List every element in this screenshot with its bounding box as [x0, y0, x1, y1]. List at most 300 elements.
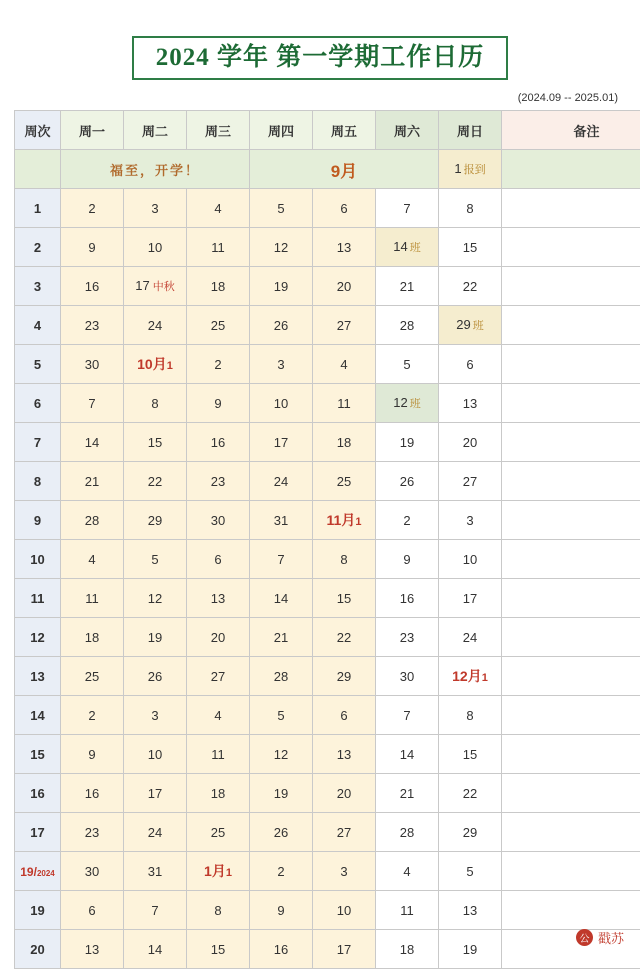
day-number: 24 — [274, 474, 288, 489]
day-number: 9 — [277, 903, 284, 918]
day-number: 5 — [403, 357, 410, 372]
week-number-cell: 14 — [15, 696, 61, 735]
day-number: 24 — [148, 318, 162, 333]
day-number: 30 — [85, 864, 99, 879]
week-number-cell: 8 — [15, 462, 61, 501]
day-number: 11 — [337, 396, 351, 411]
day-cell — [61, 618, 124, 657]
day-number: 13 — [337, 240, 351, 255]
col-header-sat: 周六 — [376, 111, 439, 150]
day-number: 27 — [337, 318, 351, 333]
day-cell — [439, 735, 502, 774]
day-number: 13 — [85, 942, 99, 957]
day-number: 6 — [88, 903, 95, 918]
day-cell — [250, 852, 313, 891]
day-cell — [187, 696, 250, 735]
day-number: 22 — [337, 630, 351, 645]
month-banner-week-cell — [15, 150, 61, 189]
day-cell — [313, 657, 376, 696]
day-number: 23 — [400, 630, 414, 645]
remark-cell[interactable] — [502, 189, 640, 228]
table-header-row — [15, 111, 640, 150]
day-cell — [187, 306, 250, 345]
day-number: 17 — [274, 435, 288, 450]
col-header-wed: 周三 — [187, 111, 250, 150]
day-cell — [124, 813, 187, 852]
remark-cell[interactable] — [502, 891, 640, 930]
day-number: 31 — [148, 864, 162, 879]
day-number: 11月1 — [327, 510, 362, 530]
day-cell — [187, 189, 250, 228]
day-number: 19 — [148, 630, 162, 645]
day-cell — [124, 267, 187, 306]
day-number: 7 — [403, 201, 410, 216]
day-cell — [376, 345, 439, 384]
day-cell — [313, 618, 376, 657]
day-number: 13 — [463, 903, 477, 918]
day-cell — [439, 540, 502, 579]
day-cell — [61, 813, 124, 852]
week-number-cell: 20 — [15, 930, 61, 969]
day-number: 9 — [88, 240, 95, 255]
day-cell — [439, 618, 502, 657]
day-number: 22 — [148, 474, 162, 489]
day-number: 6 — [340, 708, 347, 723]
week-number-cell: 6 — [15, 384, 61, 423]
day-cell — [187, 891, 250, 930]
day-number: 10 — [337, 903, 351, 918]
day-cell — [187, 540, 250, 579]
sunday-date: 1 — [454, 161, 461, 176]
day-cell — [187, 228, 250, 267]
day-cell — [124, 696, 187, 735]
day-cell — [124, 501, 187, 540]
day-cell — [439, 423, 502, 462]
day-number: 31 — [274, 513, 288, 528]
day-number: 28 — [274, 669, 288, 684]
day-cell — [124, 774, 187, 813]
day-number: 7 — [403, 708, 410, 723]
day-number: 7 — [88, 396, 95, 411]
day-cell — [61, 930, 124, 969]
day-cell — [313, 267, 376, 306]
day-number: 4 — [214, 201, 221, 216]
day-number: 4 — [403, 864, 410, 879]
day-cell — [124, 657, 187, 696]
day-cell — [376, 267, 439, 306]
remark-cell[interactable] — [502, 696, 640, 735]
remark-cell[interactable] — [502, 774, 640, 813]
remark-cell[interactable] — [502, 540, 640, 579]
col-header-sun: 周日 — [439, 111, 502, 150]
table-row — [15, 657, 640, 696]
week-number-cell: 9 — [15, 501, 61, 540]
day-cell — [439, 501, 502, 540]
day-cell — [187, 384, 250, 423]
table-body — [15, 150, 640, 969]
week-number-cell: 19 — [15, 891, 61, 930]
day-number: 29 — [456, 317, 470, 332]
day-cell — [250, 462, 313, 501]
day-number: 22 — [463, 279, 477, 294]
day-number: 7 — [151, 903, 158, 918]
day-cell — [61, 228, 124, 267]
day-cell — [124, 306, 187, 345]
remark-cell[interactable] — [502, 657, 640, 696]
day-number: 18 — [211, 786, 225, 801]
day-cell — [61, 462, 124, 501]
day-cell — [376, 306, 439, 345]
day-cell — [250, 384, 313, 423]
day-number: 26 — [148, 669, 162, 684]
remark-cell[interactable] — [502, 735, 640, 774]
month-label: 9月 — [331, 162, 357, 181]
day-cell — [313, 930, 376, 969]
day-number: 15 — [463, 747, 477, 762]
day-number: 10 — [148, 747, 162, 762]
day-number: 27 — [337, 825, 351, 840]
work-calendar-table — [14, 110, 640, 969]
day-cell — [124, 189, 187, 228]
day-number: 23 — [211, 474, 225, 489]
table-row — [15, 540, 640, 579]
day-cell — [124, 345, 187, 384]
day-cell — [376, 228, 439, 267]
table-row — [15, 501, 640, 540]
week-number-cell: 5 — [15, 345, 61, 384]
day-number: 22 — [463, 786, 477, 801]
day-cell — [250, 579, 313, 618]
day-number: 9 — [403, 552, 410, 567]
day-cell — [313, 891, 376, 930]
day-number: 12 — [274, 747, 288, 762]
day-number: 24 — [148, 825, 162, 840]
day-cell — [313, 735, 376, 774]
day-number: 5 — [277, 708, 284, 723]
day-number: 14 — [274, 591, 288, 606]
day-cell — [250, 423, 313, 462]
day-number: 2 — [88, 708, 95, 723]
day-cell — [124, 540, 187, 579]
work-day-badge: 班 — [473, 320, 484, 332]
day-cell — [187, 813, 250, 852]
day-cell — [313, 228, 376, 267]
day-cell — [376, 579, 439, 618]
day-cell — [376, 540, 439, 579]
month-banner-row — [15, 150, 640, 189]
day-number: 12 — [148, 591, 162, 606]
week-number-cell — [15, 852, 61, 891]
day-number: 11 — [211, 747, 225, 762]
day-cell — [61, 579, 124, 618]
day-cell — [376, 618, 439, 657]
day-cell — [313, 501, 376, 540]
table-row — [15, 618, 640, 657]
day-number: 8 — [466, 201, 473, 216]
work-day-badge: 班 — [410, 398, 421, 410]
watermark-badge-icon: 公 — [576, 929, 593, 946]
week-number-cell: 12 — [15, 618, 61, 657]
day-cell — [313, 423, 376, 462]
day-cell — [124, 930, 187, 969]
day-number: 20 — [463, 435, 477, 450]
day-number: 9 — [88, 747, 95, 762]
day-number: 16 — [85, 786, 99, 801]
day-number: 3 — [151, 708, 158, 723]
day-cell — [376, 657, 439, 696]
day-number: 20 — [337, 786, 351, 801]
col-header-week: 周次 — [15, 111, 61, 150]
day-number: 8 — [466, 708, 473, 723]
week-number-cell: 11 — [15, 579, 61, 618]
day-number: 7 — [277, 552, 284, 567]
day-cell — [313, 345, 376, 384]
day-number: 12月1 — [452, 666, 488, 686]
day-number: 25 — [337, 474, 351, 489]
day-cell — [61, 189, 124, 228]
day-cell — [439, 696, 502, 735]
day-number: 14 — [393, 239, 407, 254]
day-cell — [61, 345, 124, 384]
day-number: 27 — [463, 474, 477, 489]
week-number-cell: 7 — [15, 423, 61, 462]
col-header-thu: 周四 — [250, 111, 313, 150]
day-cell — [313, 852, 376, 891]
table-row — [15, 267, 640, 306]
table-row — [15, 696, 640, 735]
day-number: 18 — [85, 630, 99, 645]
day-number: 16 — [211, 435, 225, 450]
day-cell — [250, 891, 313, 930]
day-cell — [313, 696, 376, 735]
day-number: 15 — [211, 942, 225, 957]
table-row — [15, 384, 640, 423]
day-number: 29 — [463, 825, 477, 840]
table-row — [15, 228, 640, 267]
week-number-special: 19/2024 — [20, 865, 54, 879]
day-cell — [250, 813, 313, 852]
month-label-cell — [250, 150, 439, 189]
day-cell — [439, 813, 502, 852]
day-cell — [61, 501, 124, 540]
day-cell — [250, 345, 313, 384]
day-cell — [376, 696, 439, 735]
day-number: 20 — [337, 279, 351, 294]
day-cell — [313, 462, 376, 501]
day-number: 13 — [337, 747, 351, 762]
remark-cell[interactable] — [502, 384, 640, 423]
day-cell — [124, 852, 187, 891]
day-cell — [439, 852, 502, 891]
table-row — [15, 462, 640, 501]
day-number: 25 — [85, 669, 99, 684]
month-banner-sunday — [439, 150, 502, 189]
day-cell — [439, 774, 502, 813]
day-cell — [187, 579, 250, 618]
table-row — [15, 579, 640, 618]
day-cell — [376, 423, 439, 462]
day-cell — [250, 501, 313, 540]
day-cell — [439, 345, 502, 384]
remark-cell[interactable] — [502, 579, 640, 618]
day-number: 17 — [463, 591, 477, 606]
day-cell — [187, 345, 250, 384]
day-cell — [313, 813, 376, 852]
day-number: 6 — [466, 357, 473, 372]
day-number: 16 — [274, 942, 288, 957]
day-cell — [250, 189, 313, 228]
day-cell — [439, 228, 502, 267]
day-number: 2 — [277, 864, 284, 879]
day-cell — [313, 579, 376, 618]
day-cell — [250, 696, 313, 735]
sunday-badge: 报到 — [464, 164, 486, 176]
day-cell — [376, 774, 439, 813]
day-number: 5 — [151, 552, 158, 567]
day-cell — [61, 657, 124, 696]
day-number: 19 — [400, 435, 414, 450]
remark-cell[interactable] — [502, 852, 640, 891]
day-number: 18 — [400, 942, 414, 957]
day-number: 25 — [211, 825, 225, 840]
day-number: 25 — [211, 318, 225, 333]
week-number-cell: 3 — [15, 267, 61, 306]
col-header-tue: 周二 — [124, 111, 187, 150]
day-cell — [439, 579, 502, 618]
day-cell — [187, 735, 250, 774]
col-header-fri: 周五 — [313, 111, 376, 150]
day-cell — [376, 930, 439, 969]
week-number-cell: 16 — [15, 774, 61, 813]
day-number: 26 — [400, 474, 414, 489]
day-number: 26 — [274, 825, 288, 840]
day-number: 10 — [463, 552, 477, 567]
day-cell — [439, 657, 502, 696]
day-number: 4 — [340, 357, 347, 372]
day-number: 5 — [277, 201, 284, 216]
day-cell — [313, 306, 376, 345]
day-number: 28 — [85, 513, 99, 528]
table-row — [15, 423, 640, 462]
day-cell — [439, 462, 502, 501]
day-number: 1月1 — [204, 861, 232, 881]
day-number: 27 — [211, 669, 225, 684]
day-number: 19 — [274, 786, 288, 801]
slogan-cell — [61, 150, 250, 189]
day-cell — [313, 384, 376, 423]
day-cell — [376, 462, 439, 501]
week-number-cell: 13 — [15, 657, 61, 696]
day-cell — [250, 618, 313, 657]
day-cell — [61, 540, 124, 579]
remark-cell[interactable] — [502, 462, 640, 501]
day-cell — [61, 735, 124, 774]
table-row — [15, 345, 640, 384]
remark-cell[interactable] — [502, 618, 640, 657]
day-cell — [439, 189, 502, 228]
remark-cell[interactable] — [502, 813, 640, 852]
day-cell — [376, 735, 439, 774]
table-row — [15, 774, 640, 813]
remark-cell[interactable] — [502, 423, 640, 462]
day-number: 29 — [148, 513, 162, 528]
day-cell — [61, 423, 124, 462]
remark-cell[interactable] — [502, 306, 640, 345]
day-cell — [61, 696, 124, 735]
day-cell — [124, 384, 187, 423]
day-cell — [187, 501, 250, 540]
day-number: 10 — [148, 240, 162, 255]
remark-cell[interactable] — [502, 267, 640, 306]
day-cell — [439, 267, 502, 306]
work-day-badge: 班 — [410, 242, 421, 254]
day-number: 14 — [85, 435, 99, 450]
day-cell — [376, 813, 439, 852]
day-number: 8 — [151, 396, 158, 411]
day-cell — [376, 501, 439, 540]
day-cell — [376, 852, 439, 891]
watermark-text: 戳苏 — [598, 928, 624, 947]
day-cell — [250, 735, 313, 774]
slogan-text: 福至，开学！ — [110, 163, 200, 178]
week-number-cell: 10 — [15, 540, 61, 579]
holiday-note: 中秋 — [150, 281, 175, 293]
week-number-cell: 2 — [15, 228, 61, 267]
day-cell — [439, 306, 502, 345]
day-cell — [439, 930, 502, 969]
day-cell — [124, 891, 187, 930]
day-number: 8 — [340, 552, 347, 567]
day-number: 23 — [85, 318, 99, 333]
day-number: 16 — [85, 279, 99, 294]
day-number: 13 — [211, 591, 225, 606]
remark-cell[interactable] — [502, 501, 640, 540]
day-cell — [250, 930, 313, 969]
day-cell — [439, 384, 502, 423]
day-number: 10 — [274, 396, 288, 411]
day-number: 28 — [400, 825, 414, 840]
day-number: 19 — [463, 942, 477, 957]
remark-cell[interactable] — [502, 345, 640, 384]
table-row — [15, 306, 640, 345]
table-row — [15, 891, 640, 930]
remark-cell[interactable] — [502, 150, 640, 189]
day-number: 10月1 — [137, 354, 173, 374]
day-cell — [61, 306, 124, 345]
day-cell — [61, 267, 124, 306]
day-number: 23 — [85, 825, 99, 840]
day-number: 14 — [400, 747, 414, 762]
day-cell — [187, 657, 250, 696]
day-cell — [376, 189, 439, 228]
day-number: 17 — [135, 278, 149, 293]
day-number: 3 — [340, 864, 347, 879]
day-number: 2 — [403, 513, 410, 528]
table-row — [15, 735, 640, 774]
day-cell — [124, 618, 187, 657]
table-row — [15, 930, 640, 969]
day-number: 28 — [400, 318, 414, 333]
remark-cell[interactable] — [502, 228, 640, 267]
day-number: 20 — [211, 630, 225, 645]
date-range-subtitle: (2024.09 -- 2025.01) — [0, 92, 618, 104]
day-cell — [313, 540, 376, 579]
day-number: 4 — [88, 552, 95, 567]
day-number: 21 — [400, 279, 414, 294]
day-number: 6 — [214, 552, 221, 567]
day-number: 15 — [463, 240, 477, 255]
day-cell — [187, 267, 250, 306]
